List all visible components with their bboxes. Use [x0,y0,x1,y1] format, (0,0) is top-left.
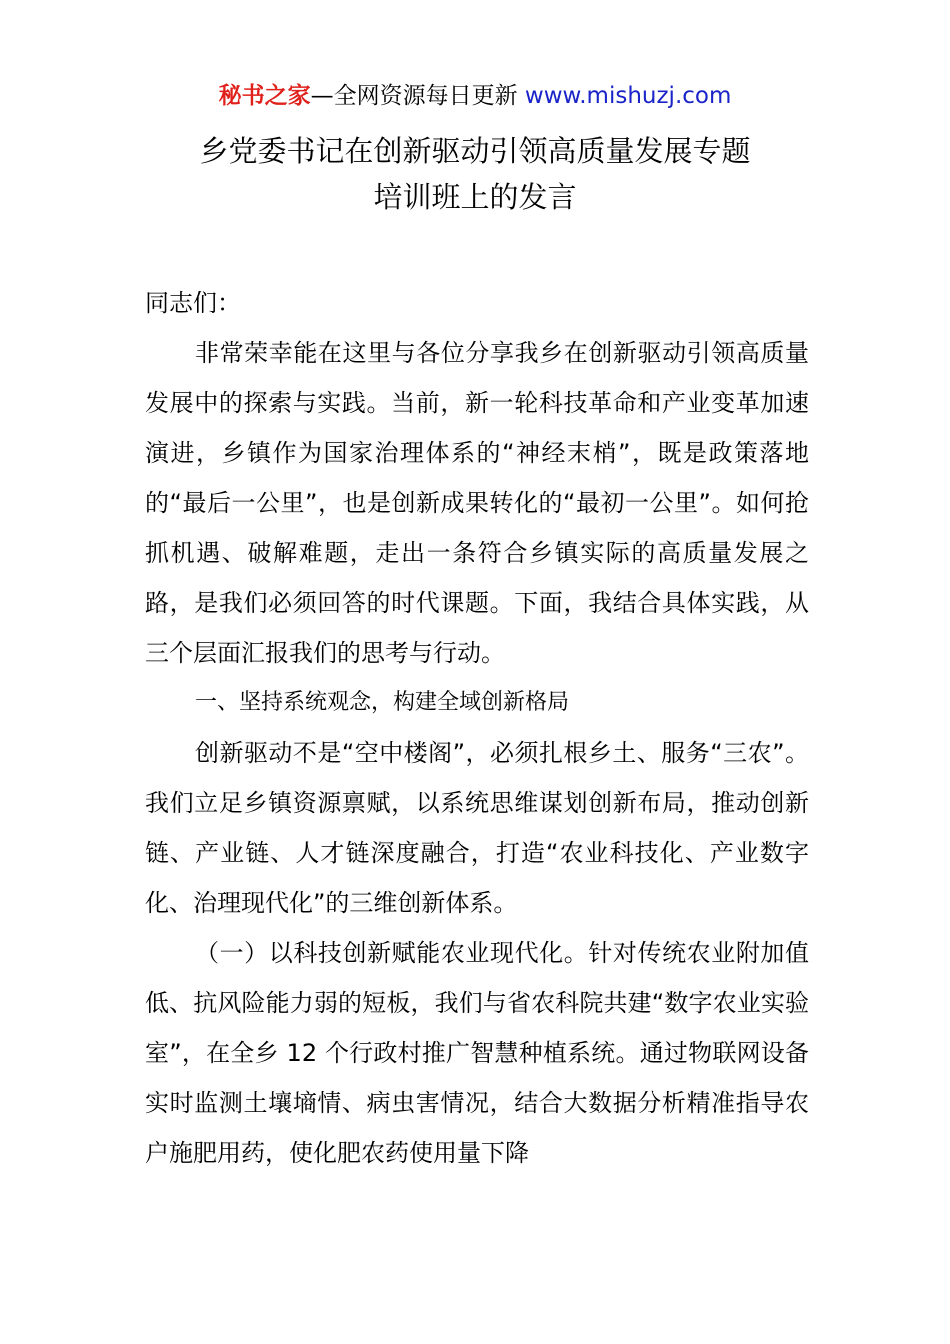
site-header [0,80,950,112]
site-url-link[interactable]: www.mishuzj.com [524,83,732,109]
section-heading-1: 一、坚持系统观念，构建全域创新格局 [195,690,570,715]
subsection-1-paragraph: （一）以科技创新赋能农业现代化。针对传统农业附加值低、抗风险能力弱的短板，我们与省农科院共建“数字农业实验室”，在全乡 12 个行政村推广智慧种植系统。通过物联网设备实时监测土壤墒情、病虫害情况，结合大数据分析精准指导农户施肥用药，使化肥农药使用量下降 [145,939,809,1167]
document-body [145,278,809,1178]
site-slogan: —全网资源每日更新 [310,83,518,109]
title-line-2: 培训班上的发言 [373,180,577,214]
site-name: 秘书之家 [218,83,311,109]
document-title [0,128,950,220]
section-1-paragraph: 创新驱动不是“空中楼阁”，必须扎根乡土、服务“三农”。我们立足乡镇资源禀赋，以系统思维谋划创新布局，推动创新链、产业链、人才链深度融合，打造“农业科技化、产业数字化、治理现代化”的三维创新体系。 [145,739,809,917]
intro-paragraph: 非常荣幸能在这里与各位分享我乡在创新驱动引领高质量发展中的探索与实践。当前，新一轮科技革命和产业变革加速演进，乡镇作为国家治理体系的“神经末梢”，既是政策落地的“最后一公里”，也是创新成果转化的“最初一公里”。如何抢抓机遇、破解难题，走出一条符合乡镇实际的高质量发展之路，是我们必须回答的时代课题。下面，我结合具体实践，从三个层面汇报我们的思考与行动。 [145,339,809,667]
title-line-1: 乡党委书记在创新驱动引领高质量发展专题 [199,134,751,168]
salutation: 同志们： [145,289,241,317]
